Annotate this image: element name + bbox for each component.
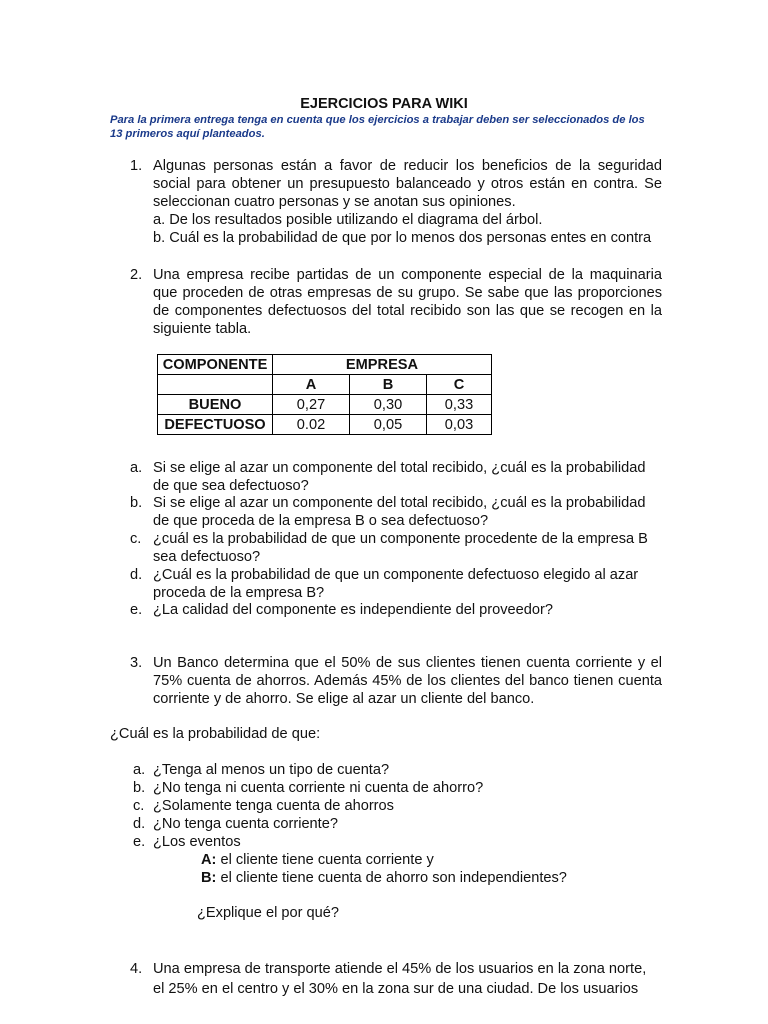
item-letter: a.: [133, 762, 146, 778]
row-label: BUENO: [158, 395, 273, 415]
event-b-label: B:: [201, 870, 217, 886]
event-a: [201, 851, 434, 869]
exercise-3-item-c: [133, 797, 394, 815]
exercise-1: [110, 157, 662, 247]
instruction-note: Para la primera entrega tenga en cuenta que los ejercicios a trabajar deben ser seleccionados de los 13 primeros aquí planteados.: [110, 114, 645, 140]
item-letter: d.: [133, 816, 146, 832]
exercise-2-item-d: [110, 566, 662, 602]
exercise-number: 4.: [130, 961, 143, 977]
exercise-text: Un Banco determina que el 50% de sus clientes tienen cuenta corriente y el 75% cuenta de ahorros. Además 45% de los clientes del banco tienen cuenta corriente y de ahorro. Se elige al azar un cliente del banco.: [153, 655, 662, 707]
defect-table: [157, 354, 492, 435]
item-text-line1: ¿La calidad del componente es independiente del proveedor?: [153, 602, 553, 618]
table-col-a: A: [273, 375, 350, 395]
exercise-2: [110, 266, 662, 338]
exercise-text-line1: Una empresa de transporte atiende el 45% de los usuarios en la zona norte,: [153, 961, 647, 977]
item-text-line1: Si se elige al azar un componente del total recibido, ¿cuál es la probabilidad: [153, 495, 646, 511]
explain-question: ¿Explique el por qué?: [197, 905, 339, 921]
item-text: ¿Los eventos: [153, 834, 241, 850]
row-label: DEFECTUOSO: [158, 415, 273, 435]
table-cell: 0,27: [273, 395, 350, 415]
item-letter: b.: [133, 780, 146, 796]
exercise-number: 1.: [130, 158, 143, 174]
exercise-2-item-b: [110, 494, 662, 530]
item-letter: a.: [130, 460, 143, 476]
item-text-line1: Si se elige al azar un componente del total recibido, ¿cuál es la probabilidad: [153, 460, 646, 476]
item-text: ¿No tenga ni cuenta corriente ni cuenta de ahorro?: [153, 780, 484, 796]
table-col-c: C: [427, 375, 492, 395]
probability-question: ¿Cuál es la probabilidad de que:: [110, 726, 321, 742]
table-cell: 0,05: [350, 415, 427, 435]
exercise-part-b: b. Cuál es la probabilidad de que por lo menos dos personas entes en contra: [153, 230, 652, 246]
item-text-line2: de que proceda de la empresa B o sea defectuoso?: [153, 513, 489, 529]
item-text-line2: sea defectuoso?: [153, 549, 261, 565]
table-cell: 0.02: [273, 415, 350, 435]
exercise-2-item-e: [110, 601, 662, 619]
table-row: [158, 415, 492, 435]
exercise-number: 2.: [130, 267, 143, 283]
item-letter: c.: [133, 798, 145, 814]
item-text: ¿Solamente tenga cuenta de ahorros: [153, 798, 394, 814]
exercise-part-a: a. De los resultados posible utilizando el diagrama del árbol.: [153, 212, 543, 228]
item-text-line1: ¿cuál es la probabilidad de que un componente procedente de la empresa B: [153, 531, 648, 547]
item-text: ¿No tenga cuenta corriente?: [153, 816, 338, 832]
table-row: [158, 395, 492, 415]
table-col-b: B: [350, 375, 427, 395]
exercise-text-line2: el 25% en el centro y el 30% en la zona sur de una ciudad. De los usuarios: [153, 981, 639, 997]
item-text-line2: proceda de la empresa B?: [153, 585, 325, 601]
exercise-2-item-a: [110, 459, 662, 495]
exercise-3: [110, 654, 662, 708]
item-letter: c.: [130, 531, 142, 547]
item-letter: d.: [130, 567, 143, 583]
item-letter: e.: [130, 602, 143, 618]
item-text: ¿Tenga al menos un tipo de cuenta?: [153, 762, 390, 778]
table-header-componente: COMPONENTE: [158, 355, 273, 375]
event-a-text: el cliente tiene cuenta corriente y: [216, 852, 434, 868]
event-b-text: el cliente tiene cuenta de ahorro son independientes?: [216, 870, 567, 886]
exercise-4: [110, 959, 662, 999]
item-text-line1: ¿Cuál es la probabilidad de que un componente defectuoso elegido al azar: [153, 567, 639, 583]
item-letter: b.: [130, 495, 143, 511]
table-empty-cell: [158, 375, 273, 395]
exercise-2-item-c: [110, 530, 662, 566]
event-a-label: A:: [201, 852, 217, 868]
exercise-3-item-a: [133, 761, 389, 779]
table-header-empresa: EMPRESA: [273, 355, 492, 375]
event-b: [201, 869, 567, 887]
exercise-text: Algunas personas están a favor de reducir los beneficios de la seguridad social para obtener un presupuesto balanceado y otros están en contra. Se seleccionan cuatro personas y se anotan sus opiniones.: [153, 158, 662, 210]
exercise-3-item-b: [133, 779, 483, 797]
table-cell: 0,03: [427, 415, 492, 435]
table-cell: 0,33: [427, 395, 492, 415]
table-cell: 0,30: [350, 395, 427, 415]
document-title: EJERCICIOS PARA WIKI: [300, 96, 468, 112]
exercise-3-item-e: [133, 833, 241, 851]
exercise-number: 3.: [130, 655, 143, 671]
item-letter: e.: [133, 834, 146, 850]
exercise-text: Una empresa recibe partidas de un componente especial de la maquinaria que proceden de otras empresas de su grupo. Se sabe que las proporciones de componentes defectuosos del total recibido son las que se recogen en la siguiente tabla.: [153, 267, 662, 337]
exercise-3-item-d: [133, 815, 338, 833]
item-text-line2: de que sea defectuoso?: [153, 478, 309, 494]
